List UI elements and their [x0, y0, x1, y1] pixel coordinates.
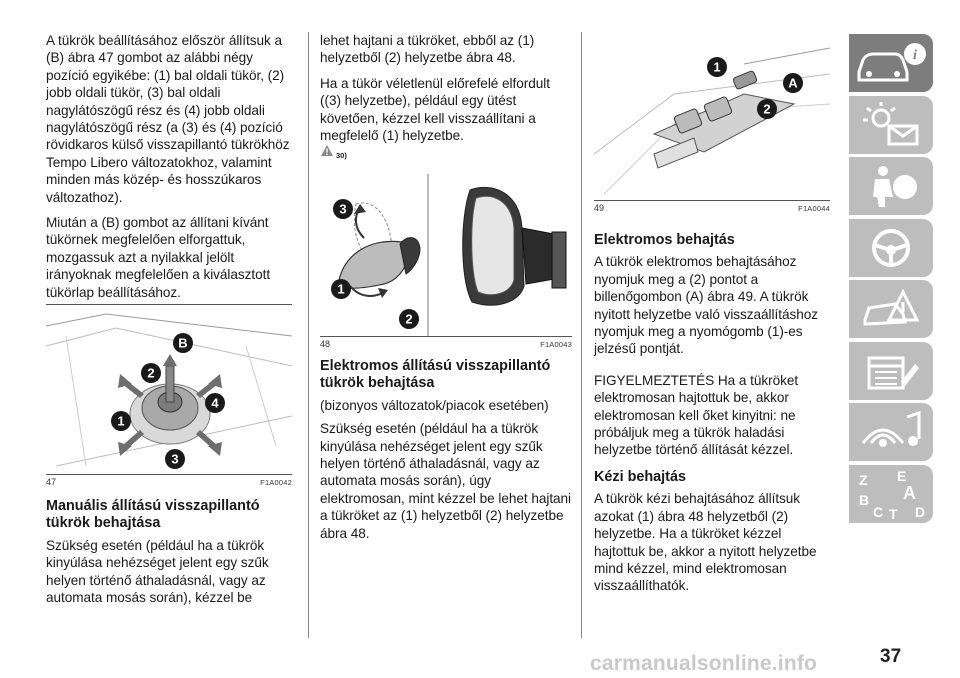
column-1-lower	[46, 498, 298, 614]
section-heading: Manuális állítású visszapillantó tükrök behajtása	[46, 498, 260, 532]
warning-triangle-icon	[320, 144, 334, 157]
paragraph: A tükrök elektromos behajtásához nyomjuk meg a (2) pontot a billenőgombon (A) ábra 49. A tükrök nyitott helyzetbe való visszaállításhoz nyomjuk meg a nyomógomb (1)-es jelzésű pontját.	[594, 254, 818, 357]
svg-text:1: 1	[337, 281, 345, 297]
svg-text:C: C	[873, 503, 884, 520]
svg-text:A: A	[788, 75, 798, 91]
label-1	[330, 278, 352, 300]
tab-warning-lights[interactable]	[849, 96, 933, 154]
warning-ref-number: 30)	[336, 151, 347, 161]
steering-wheel-icon	[849, 219, 933, 277]
svg-text:i: i	[913, 48, 917, 63]
figure-top-rule	[46, 304, 292, 305]
label-2	[140, 362, 162, 384]
svg-text:2: 2	[147, 365, 155, 381]
figure-code: F1A0043	[540, 340, 572, 349]
column-divider-left	[308, 32, 309, 638]
paragraph: A tükrök kézi behajtásához állítsuk azokat (1) ábra 48 helyzetből (2) helyzetbe. Ha a tükröket kézzel hajtottuk be, akkor a nyitott helyzetbe mind kézzel, mind elektromosan visszaállíthatók.	[594, 491, 817, 594]
breakdown-icon	[849, 280, 933, 338]
paragraph: lehet hajtani a tükröket, ebből az (1) helyzetből (2) helyzetbe ábra 48.	[320, 33, 535, 66]
figure-code: F1A0042	[260, 478, 292, 487]
alphabetical-index-icon	[849, 465, 933, 523]
svg-text:1: 1	[117, 413, 125, 429]
label-B	[172, 332, 194, 354]
paragraph: Szükség esetén (például ha a tükrök kinyúlása nehézséget jelent egy szűk helyen történő áthaladásnál, vagy az automata mosás során), kézzel be	[46, 537, 269, 606]
svg-text:Z: Z	[859, 471, 868, 488]
column-3	[594, 232, 830, 603]
label-3	[332, 198, 354, 220]
svg-text:D: D	[915, 503, 926, 520]
tab-car-info[interactable]	[849, 34, 933, 92]
figure-number: 49	[594, 203, 605, 213]
svg-text:2: 2	[763, 101, 771, 117]
section-heading: Elektromos állítású visszapillantó tükrök behajtása	[320, 358, 551, 392]
car-info-icon	[849, 34, 933, 92]
svg-text:3: 3	[171, 451, 179, 467]
label-1	[706, 56, 728, 78]
svg-text:3: 3	[339, 201, 347, 217]
paragraph: Ha a tükör véletlenül előrefelé elfordult ((3) helyzetbe), például egy ütést követően, kézzel kell visszaállítani a megfelelő (1) helyzetbe.	[320, 75, 550, 144]
figure-number: 47	[46, 477, 57, 487]
paragraph: Szükség esetén (például ha a tükrök kinyúlása nehézséget jelent egy szűk helyen történő áthaladásnál, vagy az automata mosás során), úgy elektromosan, mint kézzel be lehet hajtani a tükröket az (1) helyzetből (2) helyzetbe ábra 48.	[320, 421, 572, 541]
column-1	[46, 32, 298, 309]
paragraph: Miután a (B) gombot az állítani kívánt tükörnek megfelelően elforgattuk, mozgassuk azt a nyilakkal jelölt irányoknak megfelelően a kiválasztott tükörlap beállításához.	[46, 215, 271, 300]
svg-text:B: B	[859, 491, 870, 508]
warning-lights-icon	[849, 96, 933, 154]
tab-safety[interactable]	[849, 157, 933, 215]
svg-text:A: A	[903, 482, 916, 503]
page-number: 37	[880, 646, 902, 667]
warning-reference	[320, 144, 572, 160]
chapter-tabs	[849, 34, 933, 526]
label-3	[164, 448, 186, 470]
paragraph: A tükrök beállításához először állítsuk a (B) ábra 47 gombot az alábbi négy pozíció egyikébe: (1) bal oldali tükör, (2) jobb oldali tükör, (3) bal oldali nagylátószögű rész és (4) jobb oldali nagylátószögű rész (a (3) és (4) pozíció rövidkaros külső visszapillantó tükrökhöz Tempo Libero változatokhoz, valamint minden más közép- és hosszúkaros változathoz).	[46, 33, 290, 205]
svg-text:B: B	[178, 335, 188, 351]
multimedia-icon	[849, 403, 933, 461]
label-2	[756, 98, 778, 120]
svg-text:1: 1	[713, 59, 721, 75]
folding-mirror-illustration	[320, 168, 572, 336]
figure-48	[320, 168, 572, 352]
label-4	[204, 392, 226, 414]
label-1	[110, 410, 132, 432]
figure-49	[594, 34, 830, 216]
figure-bottom-rule	[594, 200, 830, 201]
svg-text:4: 4	[211, 395, 219, 411]
tab-breakdown[interactable]	[849, 280, 933, 338]
svg-text:T: T	[889, 505, 898, 522]
watermark: carmanualsonline.info	[590, 652, 818, 675]
warning-paragraph: FIGYELMEZTETÉS Ha a tükröket elektromosan hajtottuk be, akkor elektromosan kell őket kinyitni: ne próbáljuk meg a tükrök haladási helyzetbe történő állítását kézzel.	[594, 372, 799, 458]
figure-47	[46, 304, 292, 490]
figure-code: F1A0044	[798, 204, 830, 213]
figure-bottom-rule	[320, 336, 572, 337]
figure-number: 48	[320, 339, 331, 349]
figure-bottom-rule	[46, 474, 292, 475]
section-subheading: (bizonyos változatok/piacok esetében)	[320, 397, 549, 413]
svg-text:E: E	[897, 467, 907, 484]
airbag-safety-icon	[849, 157, 933, 215]
tab-driving[interactable]	[849, 219, 933, 277]
svg-text:2: 2	[405, 311, 413, 327]
tab-maintenance[interactable]	[849, 342, 933, 400]
maintenance-icon	[849, 342, 933, 400]
column-2-lower	[320, 358, 572, 550]
column-2	[320, 32, 572, 168]
tab-index[interactable]	[849, 465, 933, 523]
label-A	[782, 72, 804, 94]
label-2	[398, 308, 420, 330]
column-divider-right	[581, 32, 582, 638]
tab-multimedia[interactable]	[849, 403, 933, 461]
section-heading: Elektromos behajtás	[594, 232, 735, 248]
section-heading: Kézi behajtás	[594, 468, 686, 485]
